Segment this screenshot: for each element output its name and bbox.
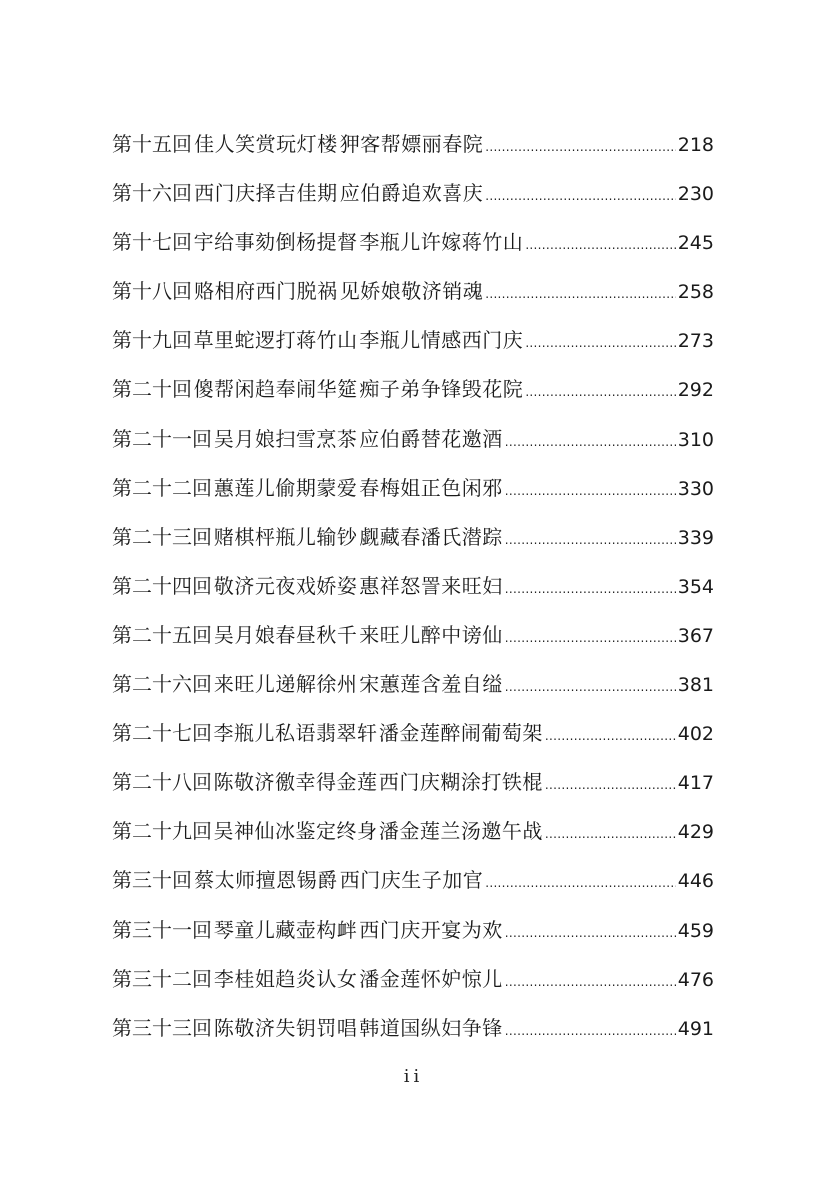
page-number: 310 bbox=[677, 428, 714, 451]
dot-leader bbox=[485, 859, 676, 908]
dot-leader bbox=[505, 614, 676, 663]
toc-entry[interactable] bbox=[112, 562, 714, 611]
chapter-title-second-line: 韩道国纵妇争锋 bbox=[359, 1015, 503, 1040]
page-number: 258 bbox=[677, 281, 715, 304]
chapter-title-second-line: 觑藏春潘氏潜踪 bbox=[359, 524, 503, 549]
dot-leader bbox=[505, 1007, 676, 1056]
chapter-number: 第十六回 bbox=[112, 181, 192, 206]
chapter-title-first-line: 吴神仙冰鉴定终身 bbox=[213, 819, 378, 844]
toc-entry[interactable] bbox=[112, 1004, 714, 1053]
page-number: 417 bbox=[677, 772, 715, 795]
page-number: 339 bbox=[677, 526, 714, 549]
toc-entry[interactable] bbox=[112, 856, 714, 905]
page-number: 476 bbox=[677, 968, 714, 991]
table-of-contents bbox=[112, 120, 714, 1053]
dot-leader bbox=[525, 221, 675, 270]
chapter-title-first-line: 吴月娘春昼秋千 bbox=[213, 622, 358, 647]
page-number: 245 bbox=[677, 232, 714, 255]
dot-leader bbox=[505, 565, 676, 614]
page-number: 230 bbox=[677, 183, 715, 206]
toc-entry[interactable] bbox=[112, 807, 714, 856]
chapter-number: 第三十回 bbox=[112, 868, 192, 893]
dot-leader bbox=[505, 418, 676, 467]
chapter-title-second-line: 西门庆生子加官 bbox=[339, 868, 484, 893]
chapter-number: 第二十三回 bbox=[112, 524, 212, 549]
dot-leader bbox=[505, 909, 676, 958]
dot-leader bbox=[505, 516, 676, 565]
chapter-title-first-line: 陈敬济失钥罚唱 bbox=[213, 1015, 358, 1040]
chapter-title-second-line: 见娇娘敬济销魂 bbox=[339, 279, 484, 304]
chapter-title-first-line: 蕙莲儿偷期蒙爱 bbox=[213, 475, 358, 500]
page-number: 354 bbox=[677, 575, 714, 598]
page-number: 429 bbox=[677, 821, 715, 844]
toc-entry[interactable] bbox=[112, 464, 714, 513]
chapter-title-first-line: 西门庆择吉佳期 bbox=[194, 181, 338, 206]
toc-entry[interactable] bbox=[112, 611, 714, 660]
dot-leader bbox=[525, 319, 675, 368]
chapter-title-second-line: 西门庆糊涂打铁棍 bbox=[378, 770, 543, 795]
toc-entry[interactable] bbox=[112, 415, 714, 464]
chapter-title-second-line: 痴子弟争锋毁花院 bbox=[359, 377, 524, 402]
chapter-title-second-line: 潘金莲兰汤邀午战 bbox=[378, 819, 543, 844]
chapter-title-first-line: 佳人笑赏玩灯楼 bbox=[194, 132, 338, 156]
toc-entry[interactable] bbox=[112, 316, 714, 365]
chapter-title-first-line: 傻帮闲趋奉闹华筵 bbox=[193, 377, 358, 402]
chapter-number: 第二十二回 bbox=[112, 475, 212, 500]
chapter-title-first-line: 蔡太师擅恩锡爵 bbox=[194, 868, 338, 893]
chapter-number: 第三十一回 bbox=[112, 917, 212, 942]
toc-entry[interactable] bbox=[112, 660, 714, 709]
page-number: 381 bbox=[677, 674, 714, 697]
toc-entry[interactable] bbox=[112, 365, 714, 414]
page-number: 218 bbox=[677, 134, 715, 156]
chapter-title-first-line: 李瓶儿私语翡翠轩 bbox=[213, 721, 378, 746]
chapter-title-first-line: 陈敬济徼幸得金莲 bbox=[213, 770, 378, 795]
chapter-title-second-line: 潘金莲醉闹葡萄架 bbox=[378, 721, 543, 746]
chapter-title-second-line: 惠祥怒詈来旺妇 bbox=[359, 573, 503, 598]
chapter-title-first-line: 来旺儿递解徐州 bbox=[213, 672, 358, 697]
page-number: 446 bbox=[677, 870, 715, 893]
chapter-number: 第十八回 bbox=[112, 279, 192, 304]
chapter-number: 第二十四回 bbox=[112, 573, 212, 598]
chapter-title-second-line: 李瓶儿许嫁蒋竹山 bbox=[359, 230, 524, 255]
chapter-title-second-line: 潘金莲怀妒惊儿 bbox=[359, 966, 503, 991]
chapter-title-second-line: 西门庆开宴为欢 bbox=[359, 917, 503, 942]
page-number: 402 bbox=[677, 723, 715, 746]
dot-leader bbox=[505, 467, 676, 516]
dot-leader bbox=[485, 270, 676, 319]
chapter-title-first-line: 赌棋枰瓶儿输钞 bbox=[213, 524, 358, 549]
chapter-number: 第十五回 bbox=[112, 132, 192, 156]
toc-entry[interactable] bbox=[112, 267, 714, 316]
chapter-title-first-line: 敬济元夜戏娇姿 bbox=[213, 573, 358, 598]
page-number: 330 bbox=[677, 477, 714, 500]
toc-entry[interactable] bbox=[112, 709, 714, 758]
chapter-number: 第二十六回 bbox=[112, 672, 212, 697]
dot-leader bbox=[505, 663, 676, 712]
footer-page-number: ii bbox=[403, 1066, 424, 1087]
toc-entry[interactable] bbox=[112, 513, 714, 562]
chapter-title-first-line: 赂相府西门脱祸 bbox=[194, 279, 338, 304]
dot-leader bbox=[545, 712, 676, 761]
chapter-number: 第二十一回 bbox=[112, 426, 212, 451]
chapter-number: 第三十三回 bbox=[112, 1015, 212, 1040]
chapter-number: 第二十五回 bbox=[112, 622, 212, 647]
chapter-title-first-line: 李桂姐趋炎认女 bbox=[213, 966, 358, 991]
page-number: 292 bbox=[677, 379, 714, 402]
toc-entry[interactable] bbox=[112, 906, 714, 955]
toc-entry[interactable] bbox=[112, 169, 714, 218]
toc-entry[interactable] bbox=[112, 218, 714, 267]
chapter-number: 第二十回 bbox=[112, 377, 192, 402]
chapter-number: 第三十二回 bbox=[112, 966, 212, 991]
toc-entry[interactable] bbox=[112, 758, 714, 807]
dot-leader bbox=[525, 368, 675, 417]
chapter-title-second-line: 春梅姐正色闲邪 bbox=[359, 475, 503, 500]
chapter-title-second-line: 应伯爵替花邀酒 bbox=[359, 426, 503, 451]
chapter-title-second-line: 来旺儿醉中谤仙 bbox=[359, 622, 503, 647]
chapter-number: 第二十九回 bbox=[112, 819, 212, 844]
toc-entry[interactable] bbox=[112, 955, 714, 1004]
chapter-number: 第十九回 bbox=[112, 328, 192, 353]
page-number: 367 bbox=[677, 624, 714, 647]
chapter-title-second-line: 宋蕙莲含羞自缢 bbox=[359, 672, 503, 697]
page-number: 491 bbox=[677, 1017, 714, 1040]
dot-leader bbox=[545, 810, 676, 859]
chapter-number: 第十七回 bbox=[112, 230, 192, 255]
page-number: 459 bbox=[677, 919, 714, 942]
dot-leader bbox=[505, 958, 676, 1007]
chapter-number: 第二十七回 bbox=[112, 721, 212, 746]
chapter-title-second-line: 狎客帮嫖丽春院 bbox=[339, 132, 484, 156]
chapter-title-first-line: 宇给事劾倒杨提督 bbox=[193, 230, 358, 255]
chapter-number: 第二十八回 bbox=[112, 770, 212, 795]
page-number: 273 bbox=[677, 330, 714, 353]
dot-leader bbox=[545, 761, 676, 810]
chapter-title-first-line: 吴月娘扫雪烹茶 bbox=[213, 426, 358, 451]
chapter-title-first-line: 琴童儿藏壶构衅 bbox=[213, 917, 358, 942]
toc-entry[interactable] bbox=[112, 120, 714, 169]
dot-leader bbox=[485, 123, 676, 172]
chapter-title-second-line: 应伯爵追欢喜庆 bbox=[339, 181, 484, 206]
chapter-title-first-line: 草里蛇逻打蒋竹山 bbox=[193, 328, 358, 353]
dot-leader bbox=[485, 172, 676, 221]
chapter-title-second-line: 李瓶儿情感西门庆 bbox=[359, 328, 524, 353]
